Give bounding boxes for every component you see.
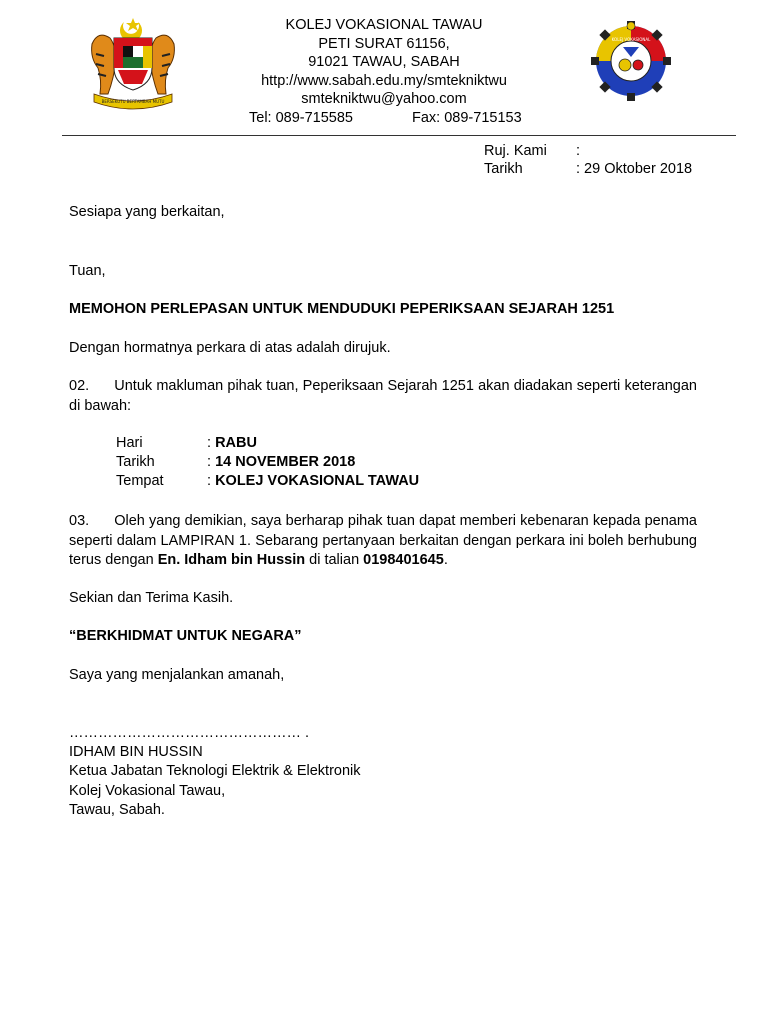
header-divider <box>62 135 736 136</box>
signature-dots: ………………………………………… . <box>69 725 310 741</box>
ruj-kami-value: : <box>576 143 581 159</box>
svg-text:KOLEJ VOKASIONAL: KOLEJ VOKASIONAL <box>611 37 651 42</box>
tarikh-label: Tarikh <box>484 161 523 177</box>
college-name: KOLEJ VOKASIONAL TAWAU <box>285 17 483 33</box>
closing-line: Sekian dan Terima Kasih. <box>69 590 234 606</box>
fax-number: Fax: 089-715153 <box>412 110 522 126</box>
hari-label: Hari <box>116 435 143 451</box>
po-box: PETI SURAT 61156, <box>318 35 450 52</box>
telephone-number: Tel: 089-715585 <box>249 110 353 126</box>
contact-person: En. Idham bin Hussin <box>157 552 306 568</box>
svg-text:BERSEKUTU BERTAMBAH MUTU: BERSEKUTU BERTAMBAH MUTU <box>101 99 165 104</box>
tarikh-value: : 29 Oktober 2018 <box>576 161 693 177</box>
paragraph-02: 02. Untuk makluman pihak tuan, Peperiksaan Sejarah 1251 akan diadakan seperti keterangan di bawah: <box>69 378 697 414</box>
signatory-location: Tawau, Sabah. <box>69 802 165 818</box>
letter-subject: MEMOHON PERLEPASAN UNTUK MENDUDUKI PEPERIKSAAN SEJARAH 1251 <box>69 301 615 317</box>
ruj-kami-label: Ruj. Kami <box>484 143 547 159</box>
signatory-position: Ketua Jabatan Teknologi Elektrik & Elektronik <box>69 763 361 779</box>
website-link[interactable]: http://www.sabah.edu.my/smteknikt​wu <box>261 72 507 89</box>
paragraph-03: 03. Oleh yang demikian, saya berharap pihak tuan dapat memberi kebenaran kepada penama seperti dalam LAMPIRAN 1. Sebarang pertanyaan berkaitan dengan perkara ini boleh berhubung terus dengan En. Idham bin Hussin di talian 0198401645. <box>69 513 697 568</box>
amanah-line: Saya yang menjalankan amanah, <box>69 667 285 683</box>
intro-paragraph: Dengan hormatnya perkara di atas adalah dirujuk. <box>69 340 391 356</box>
hari-value: : RABU <box>207 435 257 451</box>
city-line: 91021 TAWAU, SABAH <box>308 54 460 70</box>
tempat-value: : KOLEJ VOKASIONAL TAWAU <box>207 473 420 489</box>
exam-date-label: Tarikh <box>116 454 155 470</box>
contact-phone: 0198401645 <box>363 552 444 568</box>
salutation: Sesiapa yang berkaitan, <box>69 204 225 220</box>
tempat-label: Tempat <box>116 473 164 489</box>
signatory-institution: Kolej Vokasional Tawau, <box>69 783 226 799</box>
tuan-greeting: Tuan, <box>69 263 106 279</box>
email-link[interactable]: smteknikt​wu@yahoo.com <box>301 91 467 107</box>
motto: “BERKHIDMAT UNTUK NEGARA” <box>69 628 302 644</box>
signatory-name: IDHAM BIN HUSSIN <box>69 744 203 760</box>
exam-date-value: : 14 NOVEMBER 2018 <box>207 454 356 470</box>
